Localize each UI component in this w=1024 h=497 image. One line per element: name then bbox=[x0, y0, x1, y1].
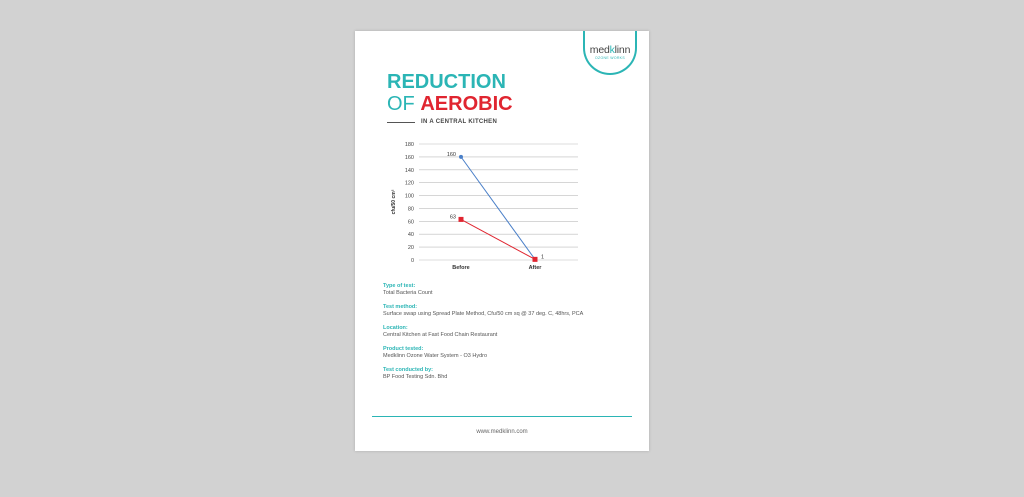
subtitle-rule bbox=[387, 122, 415, 123]
page-title bbox=[387, 71, 513, 115]
info-value: Total Bacteria Count bbox=[383, 290, 433, 296]
info-label: Test conducted by: bbox=[383, 367, 434, 373]
test-info bbox=[383, 283, 623, 388]
title-line-1: REDUCTION bbox=[387, 71, 506, 93]
y-tick-label: 120 bbox=[404, 180, 414, 187]
y-tick-label: 40 bbox=[407, 232, 414, 239]
y-tick-label: 20 bbox=[407, 245, 414, 252]
info-label: Location: bbox=[383, 325, 408, 331]
data-point bbox=[459, 155, 463, 159]
info-label: Test method: bbox=[383, 304, 418, 310]
data-label: 160 bbox=[446, 151, 456, 158]
x-tick-label: Before bbox=[452, 265, 470, 271]
info-block bbox=[383, 346, 623, 360]
y-tick-label: 140 bbox=[404, 167, 414, 174]
logo-tagline: OZONE WORKS bbox=[595, 56, 625, 60]
title-line-2a: OF bbox=[387, 93, 421, 115]
y-tick-label: 100 bbox=[404, 193, 414, 200]
series-line bbox=[461, 157, 535, 259]
data-label: 63 bbox=[449, 214, 456, 221]
info-block bbox=[383, 283, 623, 297]
y-tick-label: 180 bbox=[404, 142, 414, 148]
info-block bbox=[383, 304, 623, 318]
info-value: Central Kitchen at Fast Food Chain Restaurant bbox=[383, 332, 498, 338]
info-label: Type of test: bbox=[383, 283, 416, 289]
title-line-2b: AEROBIC bbox=[420, 93, 513, 115]
y-tick-label: 0 bbox=[410, 258, 414, 264]
info-block bbox=[383, 325, 623, 339]
series-line bbox=[461, 219, 535, 259]
data-point bbox=[533, 257, 538, 262]
website-url: www.medklinn.com bbox=[476, 429, 528, 435]
medklinn-logo bbox=[583, 31, 637, 75]
info-label: Product tested: bbox=[383, 346, 424, 352]
info-value: BP Food Testing Sdn. Bhd bbox=[383, 374, 448, 380]
data-label: 1 bbox=[541, 254, 545, 261]
x-tick-label: After bbox=[528, 265, 542, 271]
y-axis-label: cfu/50 cm² bbox=[391, 189, 397, 215]
y-tick-label: 160 bbox=[404, 154, 414, 161]
data-point bbox=[459, 217, 464, 222]
info-block bbox=[383, 367, 623, 381]
line-chart bbox=[373, 138, 583, 278]
footer-rule bbox=[372, 416, 632, 417]
logo-wordmark: medklinn bbox=[589, 44, 631, 56]
y-tick-label: 60 bbox=[407, 219, 414, 226]
info-value: Medklinn Ozone Water System - O3 Hydro bbox=[383, 353, 488, 359]
document-page bbox=[355, 31, 649, 451]
info-value: Surface swap using Spread Plate Method, Cfu/50 cm sq @ 37 deg. C, 48hrs, PCA bbox=[383, 311, 584, 317]
chart bbox=[373, 138, 583, 278]
y-tick-label: 80 bbox=[407, 206, 414, 213]
subtitle: IN A CENTRAL KITCHEN bbox=[421, 119, 498, 125]
